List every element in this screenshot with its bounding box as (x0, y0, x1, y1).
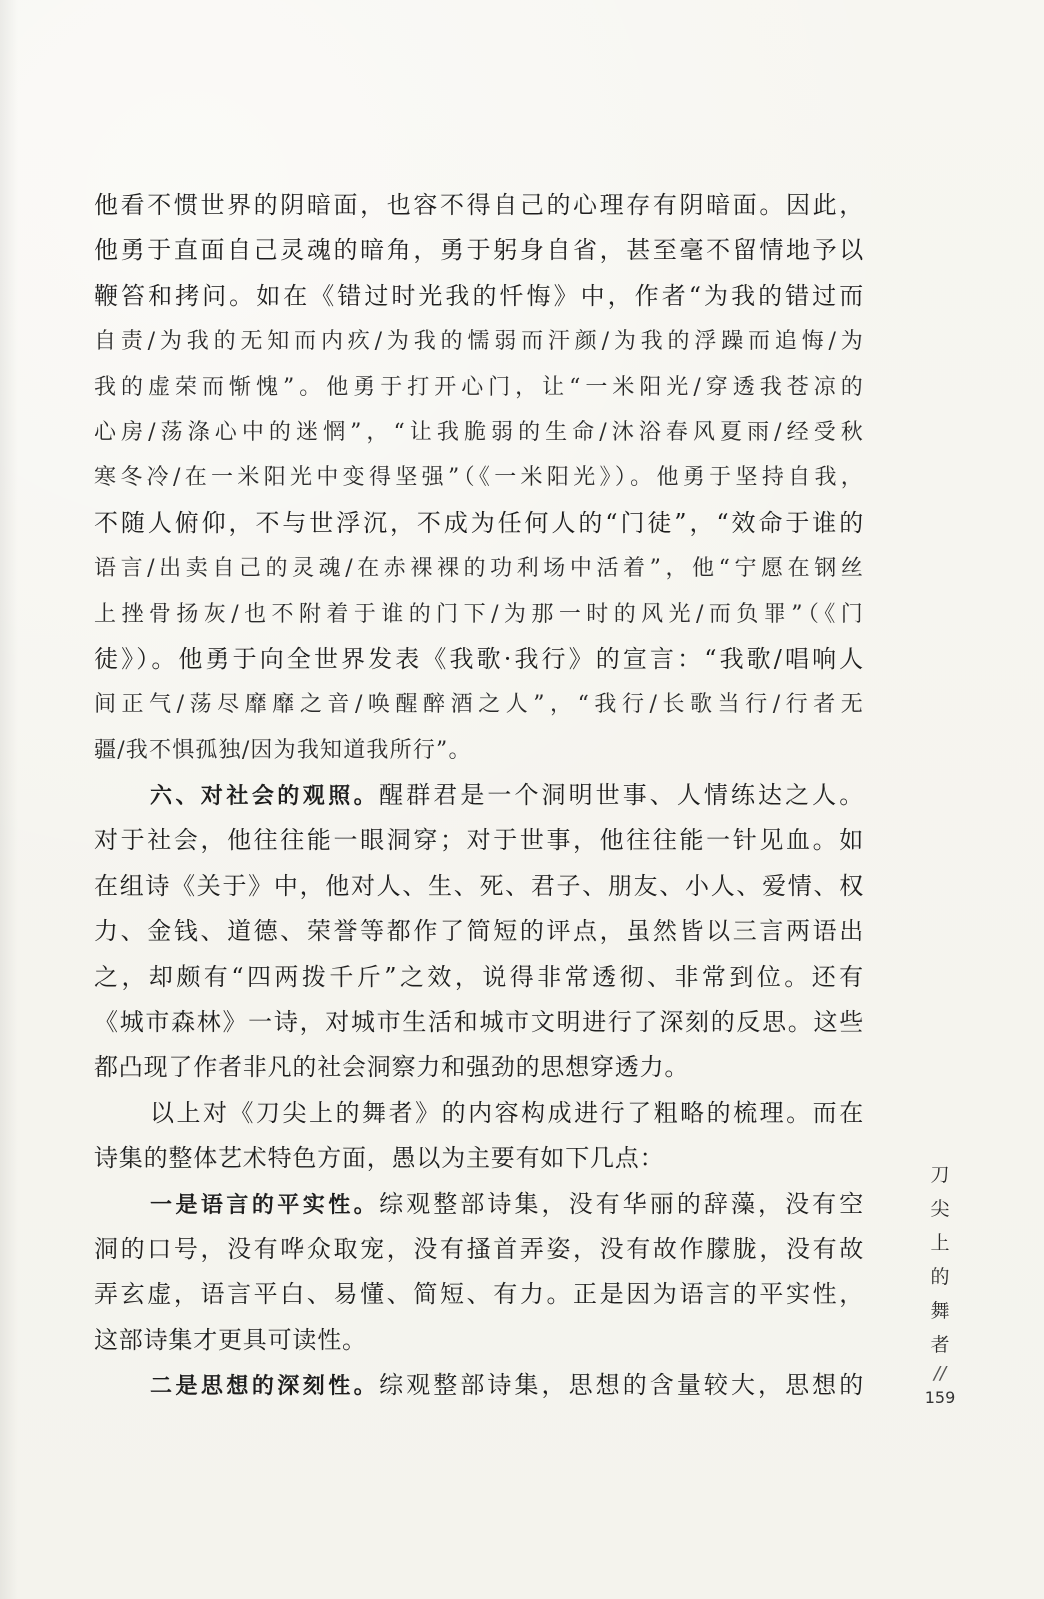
running-title-sidebar (924, 1158, 956, 1410)
section-six-first-line (94, 773, 864, 818)
point-one-first-line (94, 1182, 864, 1227)
sidebar-title-char: 的 (930, 1266, 950, 1288)
sidebar-title-char: 尖 (930, 1198, 950, 1220)
point-two-first-line (94, 1363, 864, 1408)
text-line: 他勇于直面自己灵魂的暗角，勇于躬身自省，甚至毫不留情地予以 (94, 236, 864, 265)
text-line: 自责/为我的无知而内疚/为我的懦弱而汗颜/为我的浮躁而追悔/为 (94, 329, 864, 355)
text-line: 心房/荡涤心中的迷惘”，“让我脆弱的生命/沐浴春风夏雨/经受秋 (94, 419, 864, 445)
text-line: 疆/我不惧孤独/因为我知道我所行”。 (94, 737, 472, 763)
sidebar-separator: // (933, 1363, 947, 1384)
section-six-first-text: 醒群君是一个洞明世事、人情练达之人。 (379, 781, 864, 810)
page-shadow-edge (0, 0, 18, 1599)
point-one-first-text: 综观整部诗集，没有华丽的辞藻，没有空 (379, 1189, 864, 1218)
text-line: 在组诗《关于》中，他对人、生、死、君子、朋友、小人、爱情、权 (94, 871, 864, 900)
point-one-heading: 一是语言的平实性。 (150, 1192, 380, 1218)
text-line: 语言/出卖自己的灵魂/在赤裸裸的功利场中活着”，他“宁愿在钢丝 (94, 556, 864, 582)
text-line: 力、金钱、道德、荣誉等都作了简短的评点，虽然皆以三言两语出 (94, 917, 864, 946)
text-line: 上挫骨扬灰/也不附着于谁的门下/为那一时的风光/而负罪”（《门 (94, 601, 864, 627)
text-line: 都凸现了作者非凡的社会洞察力和强劲的思想穿透力。 (94, 1053, 690, 1082)
point-two-heading: 二是思想的深刻性。 (150, 1374, 380, 1400)
text-line: 洞的口号，没有哗众取宠，没有搔首弄姿，没有故作朦胧，没有故 (94, 1234, 864, 1263)
text-line: 徒》）。他勇于向全世界发表《我歌·我行》的宣言：“我歌/唱响人 (94, 644, 864, 673)
text-line: 鞭笞和拷问。如在《错过时光我的忏悔》中，作者“为我的错过而 (94, 281, 864, 310)
text-line: 不随人俯仰，不与世浮沉，不成为任何人的“门徒”，“效命于谁的 (94, 508, 864, 537)
text-line: 这部诗集才更具可读性。 (94, 1325, 367, 1354)
summary-first-line: 以上对《刀尖上的舞者》的内容构成进行了粗略的梳理。而在 (150, 1098, 864, 1127)
text-line: 弄玄虚，语言平白、易懂、简短、有力。正是因为语言的平实性， (94, 1280, 864, 1309)
main-text (94, 183, 864, 1409)
text-line: 寒冬冷/在一米阳光中变得坚强”（《一米阳光》）。他勇于坚持自我， (94, 465, 864, 491)
text-line: 之，却颇有“四两拨千斤”之效，说得非常透彻、非常到位。还有 (94, 962, 864, 991)
text-line: 间正气/荡尽靡靡之音/唤醒醉酒之人”，“我行/长歌当行/行者无 (94, 692, 864, 718)
text-line: 我的虚荣而惭愧”。他勇于打开心门，让“一米阳光/穿透我苍凉的 (94, 374, 864, 400)
summary-second-line: 诗集的整体艺术特色方面，愚以为主要有如下几点： (94, 1144, 665, 1173)
text-line: 对于社会，他往往能一眼洞穿；对于世事，他往往能一针见血。如 (94, 826, 864, 855)
sidebar-title-char: 上 (930, 1232, 950, 1254)
text-line: 他看不惯世界的阴暗面，也容不得自己的心理存有阴暗面。因此， (94, 191, 864, 219)
text-line: 《城市森林》一诗，对城市生活和城市文明进行了深刻的反思。这些 (94, 1008, 864, 1037)
sidebar-title-char: 舞 (930, 1300, 950, 1322)
page-number: 159 (924, 1388, 956, 1407)
point-two-first-text: 综观整部诗集，思想的含量较大，思想的 (379, 1371, 864, 1400)
sidebar-title-char: 刀 (930, 1164, 950, 1186)
sidebar-title-char: 者 (930, 1334, 950, 1356)
section-six-heading: 六、对社会的观照。 (150, 784, 380, 810)
